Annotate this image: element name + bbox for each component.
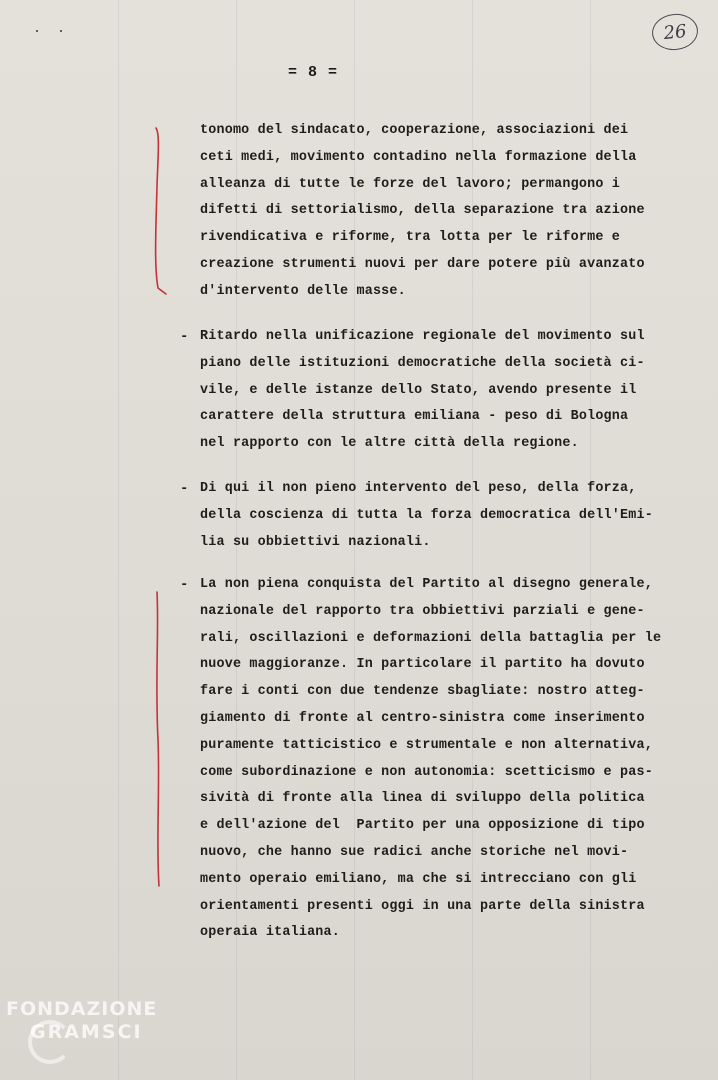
text-line: difetti di settorialismo, della separazione tra azione <box>200 203 645 219</box>
text-line: rali, oscillazioni e deformazioni della battaglia per le <box>200 630 662 646</box>
text-line: nazionale del rapporto tra obbiettivi parziali e gene- <box>200 603 645 619</box>
text-line: alleanza di tutte le forze del lavoro; permangono i <box>200 176 621 192</box>
folio-number: 26 <box>650 12 700 53</box>
text-line: creazione strumenti nuovi per dare potere più avanzato <box>200 256 645 272</box>
margin-pencil-mark <box>146 590 174 890</box>
bullet-dash: - <box>180 577 189 593</box>
text-line: Ritardo nella unificazione regionale del movimento sul <box>200 329 645 344</box>
text-line: della coscienza di tutta la forza democratica dell'Emi- <box>200 507 653 523</box>
text-line: piano delle istituzioni democratiche della società ci- <box>200 355 645 371</box>
text-line: e dell'azione del Partito per una opposizione di tipo <box>200 818 645 834</box>
bullet-dash: - <box>180 329 189 345</box>
watermark-line2: GRAMSCI <box>30 1021 143 1043</box>
text-line: Di qui il non pieno intervento del peso, della forza, <box>200 481 637 496</box>
bullet-dash: - <box>180 481 189 497</box>
paragraph-continuation <box>200 118 645 306</box>
text-line: rivendicativa e riforme, tra lotta per le riforme e <box>200 230 621 246</box>
text-line: La non piena conquista del Partito al disegno generale, <box>200 577 653 592</box>
watermark-g-logo-icon <box>28 1020 72 1064</box>
page-number: = 8 = <box>288 64 339 81</box>
ruling-line <box>118 0 119 1080</box>
text-line: come subordinazione e non autonomia: scetticismo e pas- <box>200 764 653 780</box>
text-line: lia su obbiettivi nazionali. <box>200 534 431 550</box>
margin-pencil-mark <box>146 126 174 296</box>
paragraph-di-qui <box>200 476 653 556</box>
speck <box>60 30 62 32</box>
paragraph-conquista <box>200 572 661 947</box>
text-line: vile, e delle istanze dello Stato, avendo presente il <box>200 382 637 398</box>
text-line: operaia italiana. <box>200 925 341 941</box>
text-line: giamento di fronte al centro-sinistra come inserimento <box>200 710 645 726</box>
text-line: orientamenti presenti oggi in una parte della sinistra <box>200 898 645 914</box>
text-line: tonomo del sindacato, cooperazione, associazioni dei <box>200 123 629 138</box>
watermark-line1: FONDAZIONE <box>6 998 158 1020</box>
text-line: sività di fronte alla linea di sviluppo della politica <box>200 791 645 807</box>
text-line: puramente tatticistico e strumentale e non alternativa, <box>200 737 653 753</box>
speck <box>36 30 38 32</box>
text-line: ceti medi, movimento contadino nella formazione della <box>200 149 637 165</box>
paragraph-ritardo <box>200 324 645 458</box>
text-line: nuovo, che hanno sue radici anche storiche nel movi- <box>200 844 629 860</box>
text-line: carattere della struttura emiliana - peso di Bologna <box>200 409 629 425</box>
text-line: nuove maggioranze. In particolare il partito ha dovuto <box>200 657 645 673</box>
fondazione-gramsci-watermark <box>6 1000 157 1042</box>
text-line: fare i conti con due tendenze sbagliate: nostro atteg- <box>200 684 645 700</box>
text-line: mento operaio emiliano, ma che si intrecciano con gli <box>200 871 637 887</box>
text-line: d'intervento delle masse. <box>200 283 406 299</box>
text-line: nel rapporto con le altre città della regione. <box>200 436 579 452</box>
